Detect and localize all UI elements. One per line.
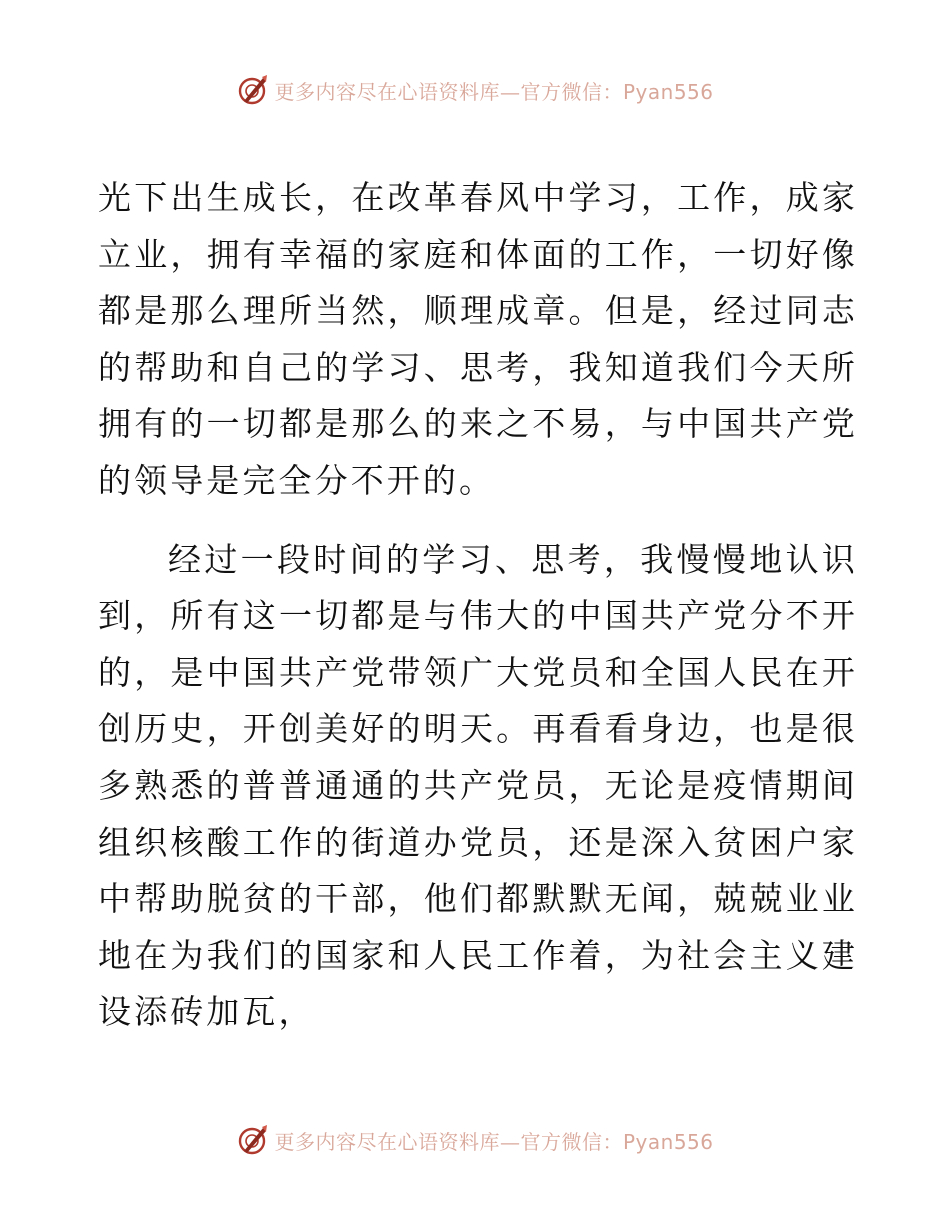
paragraph-1: 光下出生成长，在改革春风中学习，工作，成家立业，拥有幸福的家庭和体面的工作，一切好像都是那么理所当然，顺理成章。但是，经过同志的帮助和自己的学习、思考，我知道我们今天所拥有的一切都是那么的来之不易，与中国共产党的领导是完全分不开的。: [98, 178, 858, 500]
pen-nib-circle-icon: [236, 73, 270, 107]
header-banner-text: 更多内容尽在心语资料库—官方微信：Pyan556: [274, 79, 714, 104]
footer-watermark-banner: [0, 1120, 950, 1160]
document-body: [98, 170, 858, 1041]
header-watermark-banner: [0, 70, 950, 110]
paragraph-2: 经过一段时间的学习、思考，我慢慢地认识到，所有这一切都是与伟大的中国共产党分不开的，是中国共产党带领广大党员和全国人民在开创历史，开创美好的明天。再看看身边，也是很多熟悉的普普通通的共产党员，无论是疫情期间组织核酸工作的街道办党员，还是深入贫困户家中帮助脱贫的干部，他们都默默无闻，兢兢业业地在为我们的国家和人民工作着，为社会主义建设添砖加瓦，: [98, 539, 858, 1032]
pen-nib-circle-icon: [236, 1123, 270, 1157]
footer-banner-text: 更多内容尽在心语资料库—官方微信：Pyan556: [274, 1129, 714, 1154]
